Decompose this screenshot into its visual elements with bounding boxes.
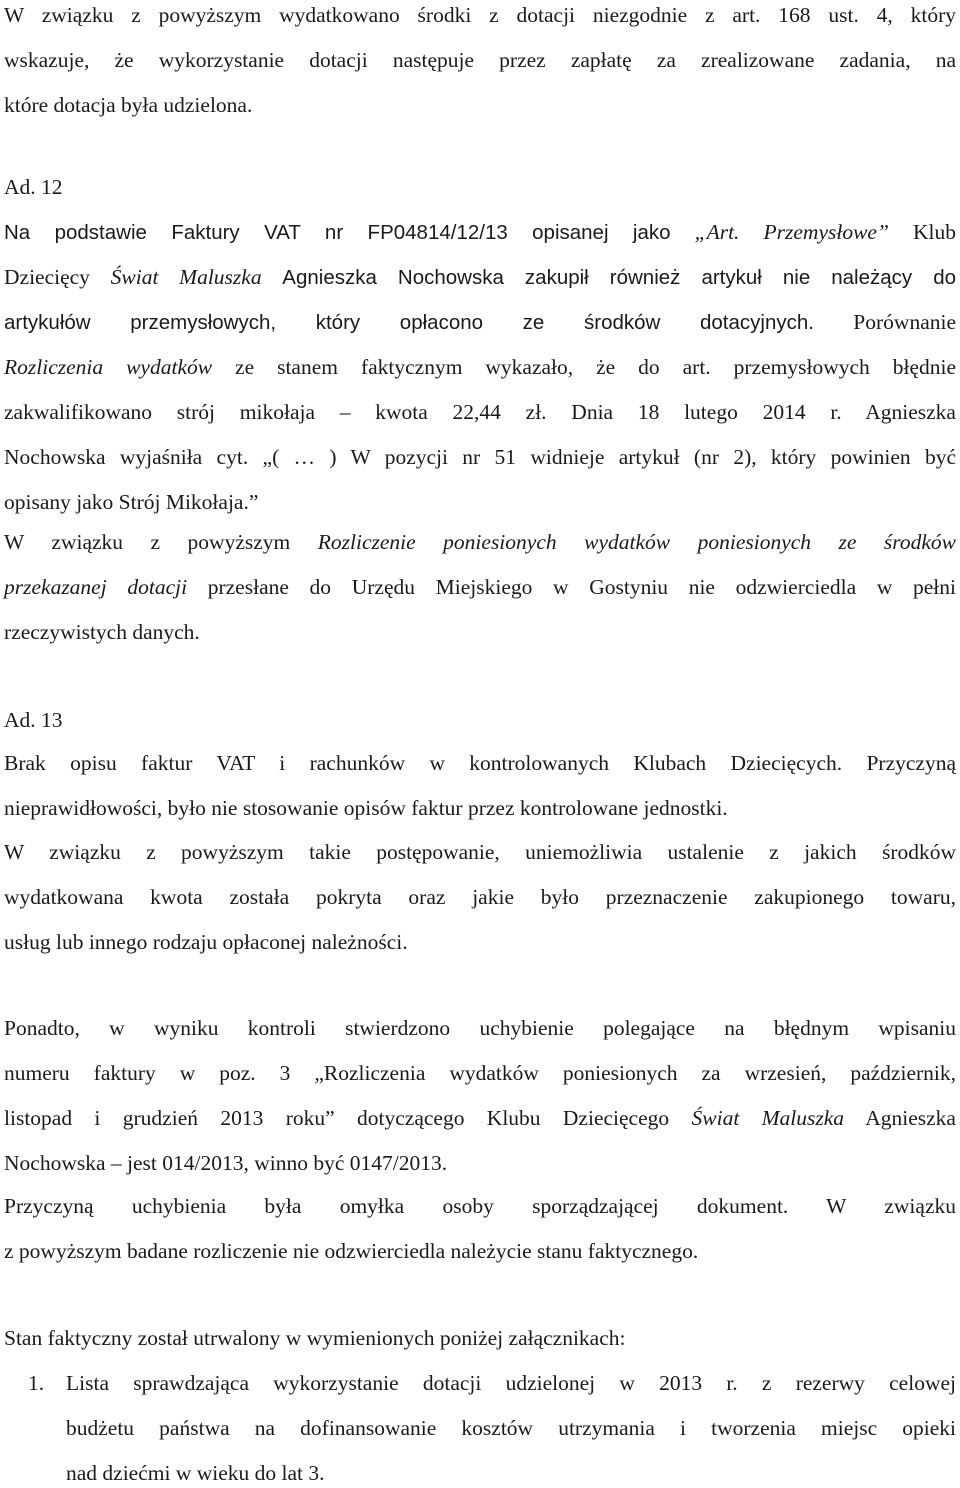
text: Agnieszka Nochowska zakupił również artykuł nie należący do [282,266,957,289]
attachments-intro [4,1323,626,1353]
text: z powyższym badane rozliczenie nie odzwierciedla należycie stanu faktycznego. [4,1239,699,1263]
text: Agnieszka [865,400,956,424]
list-item-line [66,1413,956,1443]
paragraph-line [4,748,956,778]
italic-text: Rozliczenie poniesionych wydatków poniesionych ze środków [317,530,956,554]
text: Brak opisu faktur VAT i rachunków w kontrolowanych Klubach Dziecięcych. Przyczyną [4,751,956,775]
paragraph-line [4,397,956,427]
text: ze stanem faktycznym wykazało, że do art. [235,355,711,379]
paragraph-line [4,882,956,912]
text: opisany jako Strój Mikołaja.” [4,490,259,514]
text: Agnieszka [865,1106,956,1130]
paragraph-line [4,837,956,867]
paragraph-line [4,1148,447,1178]
text: zakwalifikowano strój mikołaja – kwota 22,44 zł. [4,400,547,424]
paragraph-line [4,442,956,472]
paragraph-line [4,487,258,517]
paragraph-line [4,1013,956,1043]
text: W związku z powyższym wydatkowano środki z dotacji niezgodnie z art. 168 ust. 4, który [4,3,956,27]
text: przesłane do Urzędu Miejskiego w Gostyniu nie odzwierciedla w pełni [207,575,957,599]
text: artykułów przemysłowych, który opłacono ze środków dotacyjnych. [4,311,814,334]
text: Na podstawie Faktury VAT nr FP04814/12/13 opisanej jako [4,221,671,244]
paragraph-line [4,617,200,647]
text: Dnia 18 lutego 2014 r. [571,400,842,424]
text: nieprawidłowości, było nie stosowanie opisów faktur przez kontrolowane jednostki. [4,796,728,820]
list-item-line [66,1458,325,1488]
paragraph-line [4,1191,956,1221]
italic-text: przekazanej dotacji [4,575,188,599]
text: wskazuje, że wykorzystanie dotacji następuje przez zapłatę za zrealizowane zadania, na [4,48,956,72]
text: Ponadto, w wyniku kontroli stwierdzono uchybienie polegające na błędnym wpisaniu [4,1016,956,1040]
text: które dotacja była udzielona. [4,93,253,117]
paragraph-line [4,90,252,120]
italic-text: Świat Maluszka [691,1106,845,1130]
text: Nochowska – jest 014/2013, winno być 0147/2013. [4,1151,448,1175]
text: nad dziećmi w wieku do lat 3. [66,1461,325,1485]
paragraph-line [4,217,956,247]
section-heading-ad13 [4,705,63,735]
section-heading-ad12 [4,172,63,202]
text: wydatkowana kwota została pokryta oraz jakie było przeznaczenie zakupionego towaru, [4,885,956,909]
paragraph-line [4,527,956,557]
text: Klub [913,220,957,244]
italic-text: „Art. Przemysłowe” [694,220,889,244]
paragraph-line [4,307,956,337]
italic-text: Świat Maluszka [110,265,262,289]
heading-text: Ad. 12 [4,175,63,199]
paragraph-line [4,352,956,382]
text: „( … ) W pozycji nr 51 widnieje artykuł (nr 2), który powinien być [262,445,957,469]
list-item-line [66,1368,956,1398]
text: Lista sprawdzająca wykorzystanie dotacji udzielonej w 2013 r. z rezerwy celowej [66,1371,956,1395]
paragraph-line [4,1058,956,1088]
text: rzeczywistych danych. [4,620,200,644]
text: numeru faktury w poz. 3 „Rozliczenia wydatków poniesionych za wrzesień, październik, [4,1061,956,1085]
paragraph-line [4,1236,698,1266]
text: usług lub innego rodzaju opłaconej należności. [4,930,408,954]
paragraph-line [4,0,956,30]
paragraph-line [4,1103,956,1133]
text: Nochowska wyjaśniła cyt. [4,445,249,469]
paragraph-line [4,45,956,75]
paragraph-line [4,262,956,292]
text: Przyczyną uchybienia była omyłka osoby sporządzającej dokument. W związku [4,1194,956,1218]
text: listopad i grudzień 2013 roku” dotyczącego Klubu Dziecięcego [4,1106,670,1130]
paragraph-line [4,572,956,602]
paragraph-line [4,793,728,823]
text: Porównanie [853,310,956,334]
list-number: 1. [28,1371,45,1395]
paragraph-line [4,927,408,957]
text: W związku z powyższym takie postępowanie, uniemożliwia ustalenie z jakich środków [4,840,956,864]
text: W związku z powyższym [4,530,291,554]
text: Dziecięcy [4,265,90,289]
heading-text: Ad. 13 [4,708,63,732]
text: przemysłowych błędnie [733,355,957,379]
italic-text: Rozliczenia wydatków [4,355,213,379]
text: Stan faktyczny został utrwalony w wymienionych poniżej załącznikach: [4,1326,626,1350]
text: budżetu państwa na dofinansowanie kosztów utrzymania i tworzenia miejsc opieki [66,1416,956,1440]
